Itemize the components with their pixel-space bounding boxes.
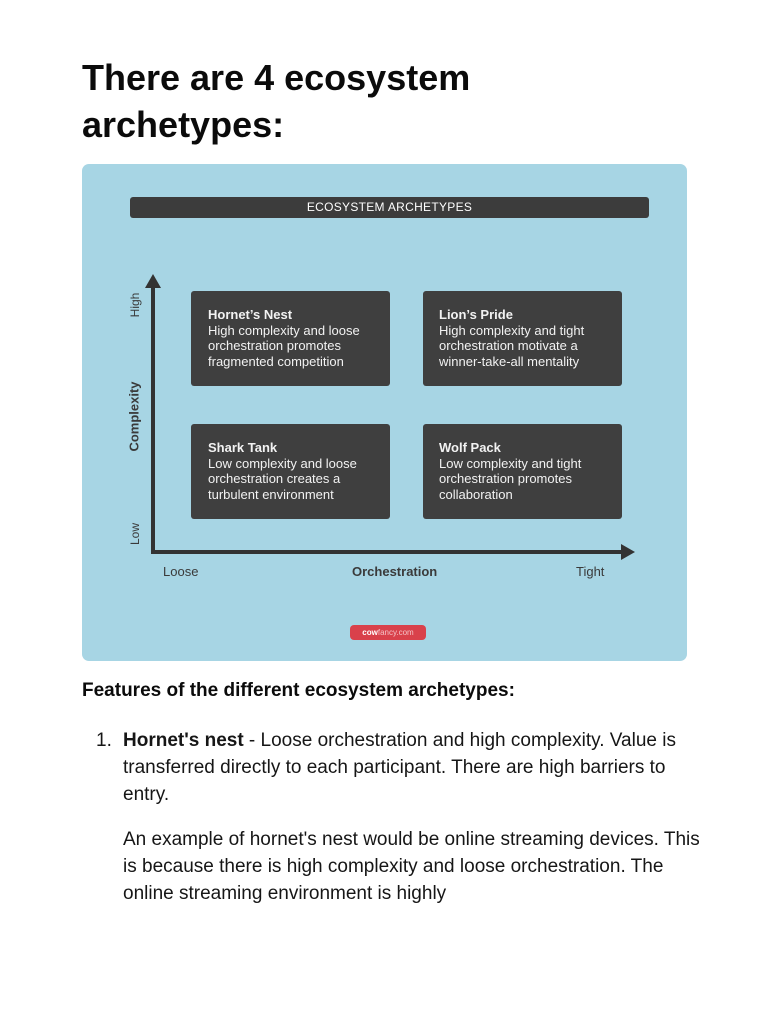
x-axis-title: Orchestration [352, 564, 438, 579]
quadrant-hornets-nest [191, 291, 390, 386]
y-axis-arrow [145, 274, 161, 288]
quadrant-title: Shark Tank [208, 440, 278, 455]
quadrant-shark-tank [191, 424, 390, 519]
quadrant-description: Low complexity and loose orchestration creates a turbulent environment [208, 455, 357, 502]
quadrant-wolf-pack [423, 424, 622, 519]
quadrant-title: Lion’s Pride [439, 307, 513, 322]
list-item-text [123, 727, 693, 808]
page-title: There are 4 ecosystem archetypes: [82, 57, 471, 145]
x-axis-low-label: Loose [163, 564, 199, 579]
diagram-header: ECOSYSTEM ARCHETYPES [130, 197, 649, 218]
cowfancy-logo: cowfancy.com [350, 625, 426, 640]
y-axis-high-label: High [128, 292, 142, 318]
quadrant-title: Hornet’s Nest [208, 307, 293, 322]
quadrant-description: High complexity and tight orchestration motivate a winner-take-all mentality [439, 322, 585, 369]
quadrant-title: Wolf Pack [439, 440, 501, 455]
x-axis-high-label: Tight [576, 564, 605, 579]
y-axis-title: Complexity [126, 381, 142, 452]
ecosystem-archetypes-diagram [82, 164, 687, 661]
y-axis-low-label: Low [128, 523, 142, 546]
quadrant-description: High complexity and loose orchestration promotes fragmented competition [208, 322, 360, 369]
quadrant-description: Low complexity and tight orchestration promotes collaboration [439, 455, 582, 502]
list-item-lead: Hornet's nest [123, 730, 244, 751]
list-number: 1. [96, 730, 112, 751]
features-heading: Features of the different ecosystem archetypes: [82, 680, 515, 701]
x-axis-arrow [621, 544, 635, 560]
axes [82, 164, 687, 661]
list-item-body: - Loose orchestration and high complexity. Value is transferred directly to each participant. There are high barriers to entry. [123, 730, 676, 805]
example-paragraph: An example of hornet's nest would be online streaming devices. This is because there is high complexity and loose orchestration. The online streaming environment is highly [123, 829, 700, 904]
quadrant-lions-pride [423, 291, 622, 386]
